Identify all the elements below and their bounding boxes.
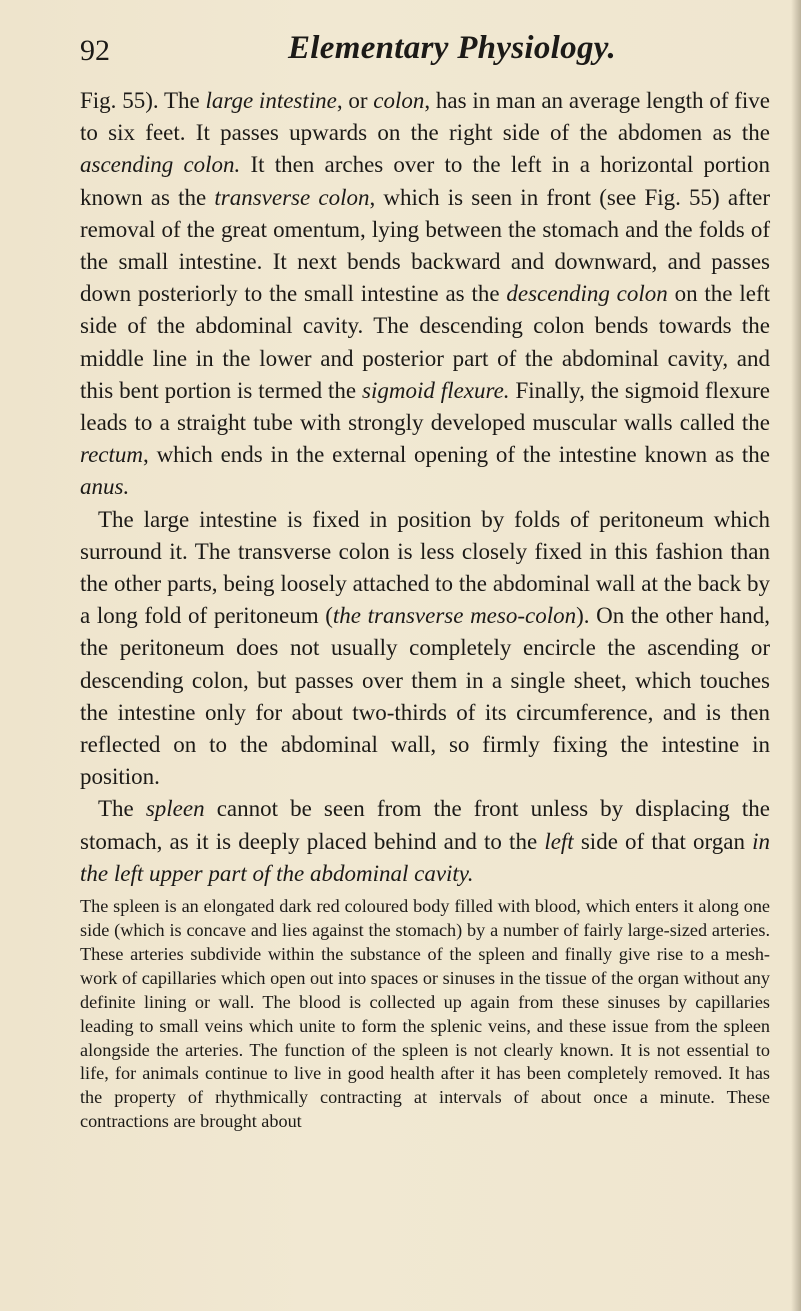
running-title: Elementary Physiology. (288, 30, 617, 66)
text-run: The spleen is an elongated dark red coloured body filled with blood, which enters it along one side (which is concave and lies against the stomach) by a number of fairly large-sized arteries. These arteries subdivide within the substance of the spleen and finally give rise to a mesh-work of capillaries which open out into spaces or sinuses in the tissue of the organ without any definite lining or wall. The blood is collected up again from these sinuses by capillaries leading to small veins which unite to form the splenic veins, and these issue from the spleen alongside the arteries. The function of the spleen is not clearly known. It is not essential to life, for animals continue to live in good health after it has been completely removed. It has the property of rhythmically contracting at intervals of about once a minute. These contractions are brought about (80, 896, 770, 1132)
text-run: cannot be seen from the front unless by displacing the stomach, as it is deeply placed behind and to the (80, 796, 770, 854)
italic-term: in the left upper part of the abdominal cavity. (80, 828, 770, 886)
text-run: ). On the other hand, the peritoneum does not usually completely encircle the ascending or descending colon, but passes over them in a single sheet, which touches the intestine only for about two-thirds of its circumference, and is then reflected on to the abdominal wall, so firmly fixing the intestine in position. (80, 603, 770, 790)
italic-term: anus. (80, 474, 130, 500)
italic-term: ascending colon. (80, 152, 241, 178)
page-number: 92 (80, 34, 110, 67)
text-run: The (98, 796, 146, 822)
paragraph-spleen-position (80, 793, 770, 890)
text-run: Fig. 55). The (80, 88, 206, 113)
text-run: side of that organ (573, 828, 753, 854)
italic-term: left (544, 828, 574, 854)
italic-term: the transverse meso-colon (332, 603, 577, 629)
text-run: , which is seen in front (see Fig. 55) after removal of the great omentum, lying between the stomach and the folds of the small intestine. It next bends backward and downward, and passes down posteriorly to the small intestine as the (80, 184, 770, 307)
italic-term: transverse colon (214, 184, 370, 210)
text-run: on the left side of the abdominal cavity. The descending colon bends towards the middle line in the lower and posterior part of thе abdominal cavity, and this bent portion is termed the (80, 281, 770, 403)
italic-term: large intestine (205, 88, 337, 113)
body-text (80, 85, 770, 1134)
text-run: , or (336, 88, 374, 113)
paragraph-peritoneum (80, 504, 770, 794)
text-run: The large intestine is fixed in position by folds of peritoneum which surround it. The transverse colon is less closely fixed in this fashion than the other parts, being loosely attached to the abdominal wall at the back by a long fold of peritoneum ( (80, 506, 770, 629)
text-run: , which ends in the external opening of the intestine known as the (143, 442, 770, 468)
italic-term: colon (373, 88, 425, 113)
italic-term: descending colon (506, 281, 668, 307)
text-run: , has in man an average length of five to six feet. It passes upwards on the right side of the abdomen as the (80, 88, 770, 146)
italic-term: spleen (145, 796, 205, 822)
italic-term: rectum (80, 442, 144, 468)
text-run: It then arches over to the left in a horizontal portion known as the (80, 152, 770, 210)
paragraph-spleen-detail (80, 895, 770, 1134)
page-header (80, 26, 780, 76)
page-edge-shadow (791, 0, 801, 1311)
text-run: Finally, the sigmoid flexure leads to a straight tube with strongly developed muscular walls called the (80, 377, 770, 436)
paragraph-large-intestine (80, 85, 770, 504)
italic-term: sigmoid flexure. (362, 377, 510, 403)
